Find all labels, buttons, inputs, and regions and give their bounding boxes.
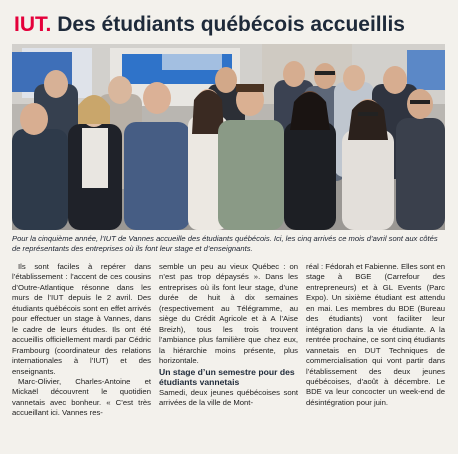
group-photo [12,44,445,230]
article-subheading: Un stage d’un semestre pour des étudiants vannetais [159,366,295,388]
photo-caption: Pour la cinquième année, l’IUT de Vannes accueille des étudiants québécois. Ici, les cinq arrivés ce mois d’avril sont aux côtés de représentants des entreprises où ils font leur stage et d’enseignants. [12,234,438,253]
headline-kicker: IUT. [14,13,52,36]
article-column-1 [12,262,151,419]
headline-text: Des étudiants québécois accueillis [57,13,405,36]
article-headline [14,10,444,40]
column-2-paragraph-2: Samedi, deux jeunes québécoises sont arrivées de la ville de Mont- [159,387,298,407]
column-1-paragraph-1: Ils sont faciles à repérer dans l’établissement : l’accent de ces cousins d’Outre-Atlantique résonne dans les murs de l’IUT depuis le 2 avril. Des étudiants québécois sont en effet arrivés pour effectuer un stage à Vannes, dans le cadre de leurs études. Ils ont été accueillis officiellement mardi par Cédric Frambourg (coordinateur des relations internationales à l’IUT) et des enseignants. [12,262,151,376]
article-column-3 [306,262,445,408]
column-1-paragraph-2: Marc-Olivier, Charles-Antoine et Mickaël découvrent le quotidien vannetais avec bonheur. « C’est très accueillant ici. Vannes res- [12,376,151,418]
article-column-2 [159,262,298,408]
column-3-paragraph-1: réal : Fédorah et Fabienne. Elles sont en stage à BGE (Carrefour des entrepreneurs) et à GL Events (Parc Expo). Un sixième étudiant est attendu en mai. Les membres du BDE (Bureau des étudiants) vont faciliter leur intégration dans la vie étudiante. A la rentrée prochaine, ce sont cinq étudiants vannetais en DUT Techniques de commercialisation qui vont partir dans l’établissement des deux jeunes québécoises, d’août à décembre. Le BDE va leur concocter un week-end de désintégration pour juin. [306,262,445,407]
column-2-paragraph-1: semble un peu au vieux Québec : on n’est pas trop dépaysés ». Dans les entreprises où ils font leur stage, d’une durée de huit à dix semaines (respectivement au Télégramme, au siège du Crédit Agricole et à A l’Aise Breizh), tous les trois trouvent l’ambiance plus familière que chez eux, la hiérarchie moins présente, plus horizontale. [159,262,298,366]
